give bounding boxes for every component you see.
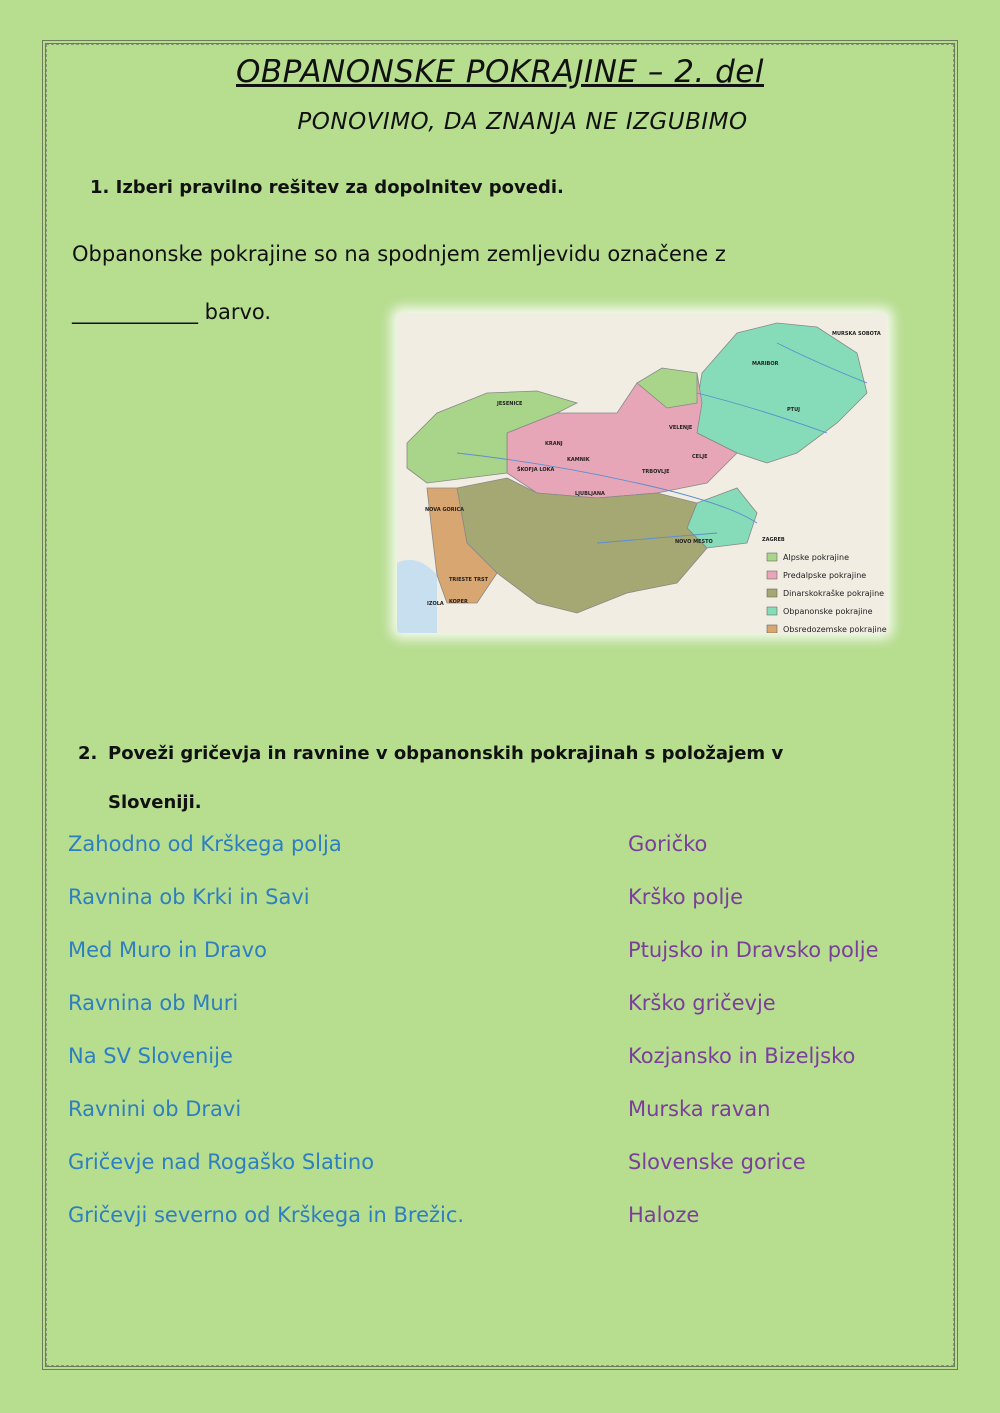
legend-label: Alpske pokrajine [783, 553, 849, 562]
city-label: ŠKOFJA LOKA [517, 467, 555, 473]
legend-swatch-dinarskokraske [767, 589, 777, 597]
match-item-left[interactable]: Med Muro in Dravo [68, 938, 267, 962]
match-item-left[interactable]: Gričevji severno od Krškega in Brežic. [68, 1203, 465, 1227]
match-item-right[interactable]: Krško gričevje [628, 991, 776, 1015]
legend-label: Predalpske pokrajine [783, 571, 867, 580]
city-label: KOPER [449, 599, 468, 605]
page-title: OBPANONSKE POKRAJINE – 2. del [236, 54, 764, 90]
match-item-left[interactable]: Ravnina ob Muri [68, 991, 239, 1015]
match-item-left[interactable]: Ravnina ob Krki in Savi [68, 885, 310, 909]
adriatic-sea [397, 560, 437, 633]
task-2-heading [78, 729, 898, 827]
legend-label: Dinarskokraške pokrajine [783, 589, 885, 598]
task-1-heading: 1. Izberi pravilno rešitev za dopolnitev povedi. [90, 177, 564, 198]
legend-label: Obsredozemske pokrajine [783, 625, 887, 633]
match-item-right[interactable]: Krško polje [628, 885, 744, 909]
city-label: NOVA GORICA [425, 507, 465, 513]
match-item-right[interactable]: Murska ravan [628, 1097, 771, 1121]
city-label: CELJE [692, 454, 708, 460]
left-column-descriptions [68, 826, 464, 1250]
task-1-sentence: Obpanonske pokrajine so na spodnjem zemljevidu označene z [72, 242, 726, 266]
match-item-left[interactable]: Na SV Slovenije [68, 1044, 233, 1068]
match-item-right[interactable]: Kozjansko in Bizeljsko [628, 1044, 856, 1068]
city-label: KAMNIK [567, 457, 590, 463]
city-label: KRANJ [545, 441, 563, 447]
right-column-regions [628, 826, 878, 1250]
legend-swatch-obsredozemske [767, 625, 777, 633]
city-label: ZAGREB [762, 537, 785, 543]
legend-label: Obpanonske pokrajine [783, 607, 873, 616]
city-label: TRIESTE TRST [449, 577, 488, 583]
city-label: MARIBOR [752, 361, 779, 367]
task-2-line2: Sloveniji. [108, 792, 202, 813]
match-item-right[interactable]: Slovenske gorice [628, 1150, 806, 1174]
match-item-right[interactable]: Goričko [628, 832, 708, 856]
match-item-right[interactable]: Ptujsko in Dravsko polje [628, 938, 879, 962]
city-label: JESENICE [497, 401, 523, 407]
legend-swatch-obpanonske [767, 607, 777, 615]
task-1-blank[interactable]: ____________ barvo. [72, 300, 272, 324]
task-2-number: 2. [78, 743, 98, 764]
city-label: PTUJ [787, 407, 800, 413]
city-label: VELENJE [669, 425, 693, 431]
legend-swatch-predalpske [767, 571, 777, 579]
task-2-line1: Poveži gričevja in ravnine v obpanonskih pokrajinah s položajem v [108, 743, 784, 764]
match-item-left[interactable]: Gričevje nad Rogaško Slatino [68, 1150, 375, 1174]
slovenia-regions-map [397, 313, 887, 633]
city-label: LJUBLJANA [575, 491, 605, 497]
page-subtitle: PONOVIMO, DA ZNANJA NE IZGUBIMO [297, 109, 748, 135]
match-item-left[interactable]: Zahodno od Krškega polja [68, 832, 342, 856]
match-item-right[interactable]: Haloze [628, 1203, 700, 1227]
match-item-left[interactable]: Ravnini ob Dravi [68, 1097, 242, 1121]
city-label: NOVO MESTO [675, 539, 713, 545]
map-svg [397, 313, 887, 633]
city-label: TRBOVLJE [642, 469, 670, 475]
city-label: IZOLA [427, 601, 444, 607]
city-label: MURSKA SOBOTA [832, 331, 881, 337]
legend-swatch-alpske [767, 553, 777, 561]
